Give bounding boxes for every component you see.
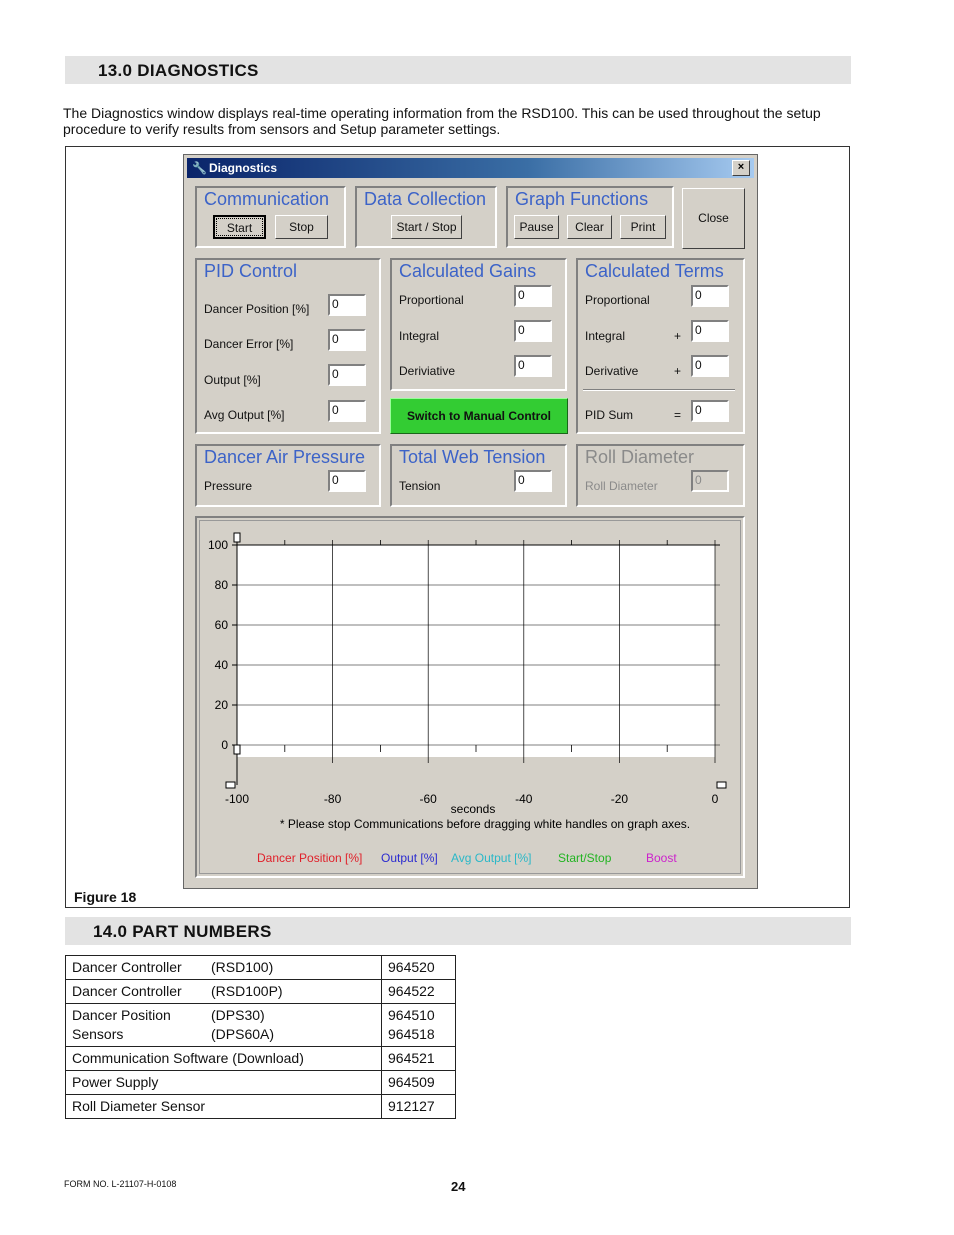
legend-item: Start/Stop: [558, 851, 612, 865]
pid-label-output: Output [%]: [204, 373, 261, 387]
plot-area: [237, 545, 715, 757]
comm-start-button[interactable]: Start: [213, 215, 266, 239]
gains-field-derivative[interactable]: 0: [514, 355, 552, 377]
form-number: FORM NO. L-21107-H-0108: [64, 1179, 177, 1189]
roll-diameter-field: 0: [691, 470, 729, 492]
part-number-line2: 964518: [388, 1026, 435, 1042]
y-tick-label: 80: [214, 578, 228, 592]
part-numbers-table: [65, 955, 456, 1119]
calculated-gains-title: Calculated Gains: [399, 261, 537, 281]
print-button[interactable]: Print: [620, 215, 666, 239]
dancer-air-pressure-title: Dancer Air Pressure: [204, 447, 366, 467]
data-collection-title: Data Collection: [364, 189, 487, 209]
graph-legend: [257, 851, 677, 865]
x-axis-label: seconds: [450, 802, 496, 816]
section-title: 13.0 DIAGNOSTICS: [98, 61, 259, 80]
pressure-label: Pressure: [204, 479, 253, 493]
part-number-cell: 912127: [382, 1095, 456, 1119]
part-number-cell: 964521: [382, 1047, 456, 1071]
terms-label-integral: Integral: [585, 329, 626, 343]
terms-field-integral[interactable]: 0: [691, 320, 729, 342]
section-header-part-numbers: [65, 917, 851, 945]
wrench-icon: 🔧: [192, 161, 207, 175]
part-name-cell: [66, 1071, 382, 1095]
pressure-field[interactable]: 0: [328, 470, 366, 492]
terms-separator: [583, 389, 735, 391]
window-title: Diagnostics: [209, 161, 278, 175]
part-name: Dancer Controller: [72, 983, 182, 999]
tension-label: Tension: [399, 479, 441, 493]
comm-stop-button[interactable]: Stop: [275, 215, 328, 239]
y-bottom-handle[interactable]: [234, 745, 240, 754]
window-close-button[interactable]: ×: [732, 160, 750, 176]
section-header-diagnostics: [65, 56, 851, 84]
part-name: Dancer Position: [72, 1007, 171, 1023]
x-tick-label: -20: [610, 792, 629, 806]
legend-item: Avg Output [%]: [451, 851, 532, 865]
calculated-terms-title: Calculated Terms: [585, 261, 724, 281]
total-web-tension-title: Total Web Tension: [399, 447, 546, 467]
table-row: [66, 1071, 456, 1095]
roll-diameter-title: Roll Diameter: [585, 447, 695, 467]
part-model-line2: (DPS60A): [211, 1026, 275, 1042]
table-row: [66, 1095, 456, 1119]
pid-field-dancer-position[interactable]: 0: [328, 294, 366, 316]
y-tick-label: 60: [214, 618, 228, 632]
tension-field[interactable]: 0: [514, 470, 552, 492]
clear-button[interactable]: Clear: [567, 215, 612, 239]
table-row: [66, 980, 456, 1004]
x-tick-label: 0: [711, 792, 719, 806]
part-name: Communication Software (Download): [72, 1050, 304, 1066]
graph-functions-title: Graph Functions: [515, 189, 649, 209]
part-name: Power Supply: [72, 1074, 159, 1090]
terms-label-pid-sum: PID Sum: [585, 408, 634, 422]
gains-label-derivative: Deriviative: [399, 364, 456, 378]
gains-label-integral: Integral: [399, 329, 440, 343]
part-name-cell: [66, 1004, 382, 1047]
part-name-cell: [66, 956, 382, 980]
part-name: Roll Diameter Sensor: [72, 1098, 206, 1114]
table-row: [66, 1004, 456, 1047]
terms-sign-derivative: +: [674, 364, 682, 378]
pid-label-dancer-position: Dancer Position [%]: [204, 302, 310, 316]
part-number: 964510: [388, 1007, 435, 1023]
legend-item: Dancer Position [%]: [257, 851, 363, 865]
part-model: (RSD100): [211, 959, 274, 975]
intro-paragraph: The Diagnostics window displays real-time operating information from the RSD100. This can be used throughout the setup procedure to verify results from sensors and Setup parameter settings.: [63, 105, 821, 137]
x-tick-label: -100: [224, 792, 250, 806]
table-row: [66, 1047, 456, 1071]
y-tick-label: 20: [214, 698, 228, 712]
pid-label-avg-output: Avg Output [%]: [204, 408, 285, 422]
section-title-part-numbers: 14.0 PART NUMBERS: [93, 922, 272, 941]
switch-to-manual-button[interactable]: Switch to Manual Control: [390, 398, 568, 434]
part-model: (RSD100P): [211, 983, 283, 999]
table-row: [66, 956, 456, 980]
y-tick-label: 40: [214, 658, 228, 672]
graph-note: * Please stop Communications before dragging white handles on graph axes.: [279, 817, 691, 831]
pause-button[interactable]: Pause: [514, 215, 559, 239]
data-start-stop-button[interactable]: Start / Stop: [391, 215, 462, 239]
part-name-line2: Sensors: [72, 1026, 124, 1042]
part-number-cell: 964522: [382, 980, 456, 1004]
legend-item: Boost: [646, 851, 677, 865]
terms-label-derivative: Derivative: [585, 364, 639, 378]
window-titlebar[interactable]: [187, 158, 754, 178]
pid-control-title: PID Control: [204, 261, 298, 281]
close-button[interactable]: Close: [682, 188, 745, 249]
x-tick-label: -40: [515, 792, 533, 806]
part-number-cell: 964520: [382, 956, 456, 980]
part-name-cell: [66, 1047, 382, 1071]
terms-sign-pid-sum: =: [674, 408, 682, 422]
pid-field-dancer-error[interactable]: 0: [328, 329, 366, 351]
terms-sign-integral: +: [674, 329, 682, 343]
part-name-cell: [66, 980, 382, 1004]
terms-label-proportional: Proportional: [585, 293, 650, 307]
diagnostics-graph: [199, 520, 741, 874]
gains-field-integral[interactable]: 0: [514, 320, 552, 342]
roll-diameter-label: Roll Diameter: [585, 479, 658, 493]
pid-label-dancer-error: Dancer Error [%]: [204, 337, 294, 351]
legend-item: Output [%]: [381, 851, 438, 865]
communication-title: Communication: [204, 189, 330, 209]
part-name-cell: [66, 1095, 382, 1119]
y-top-handle[interactable]: [234, 533, 240, 542]
part-number-cell: [382, 1004, 456, 1047]
part-model: (DPS30): [211, 1007, 265, 1023]
terms-field-proportional[interactable]: 0: [691, 285, 729, 307]
x-right-handle[interactable]: [717, 782, 726, 788]
x-tick-label: -60: [419, 792, 437, 806]
y-tick-labels: [208, 538, 228, 752]
part-number-cell: 964509: [382, 1071, 456, 1095]
y-tick-label: 100: [207, 538, 228, 552]
pid-field-avg-output[interactable]: 0: [328, 400, 366, 422]
figure-caption: Figure 18: [74, 889, 137, 905]
terms-field-pid-sum[interactable]: 0: [691, 400, 729, 422]
gains-label-proportional: Proportional: [399, 293, 464, 307]
part-name: Dancer Controller: [72, 959, 182, 975]
page-number: 24: [451, 1179, 466, 1194]
x-tick-label: -80: [323, 792, 342, 806]
y-tick-label: 0: [221, 738, 228, 752]
x-left-handle[interactable]: [226, 782, 235, 788]
pid-field-output[interactable]: 0: [328, 364, 366, 386]
terms-field-derivative[interactable]: 0: [691, 355, 729, 377]
gains-field-proportional[interactable]: 0: [514, 285, 552, 307]
